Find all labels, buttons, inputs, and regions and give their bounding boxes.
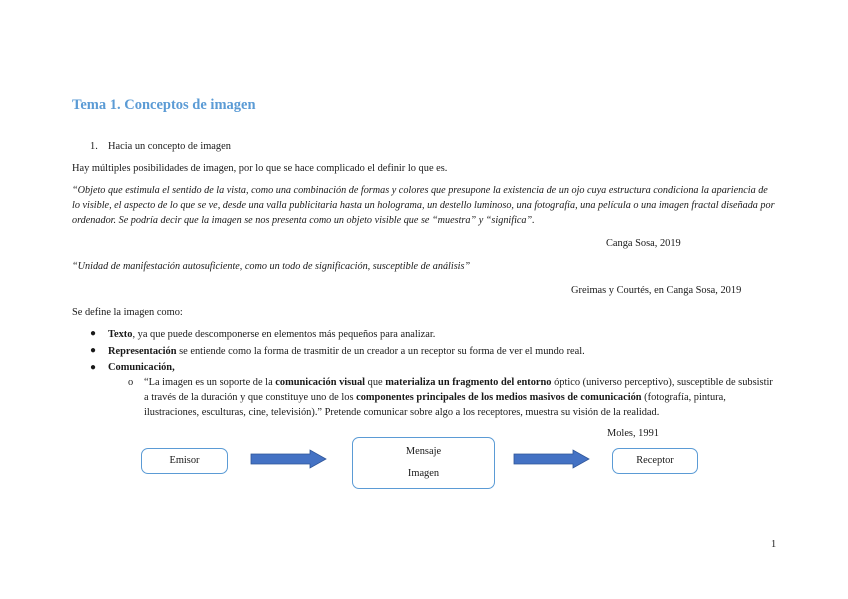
mensaje-label: Mensaje	[405, 446, 442, 457]
list-item: Comunicación,	[108, 362, 175, 373]
list-item: Texto, ya que puede descomponerse en elementos más pequeños para analizar.	[108, 329, 436, 340]
sub-bullet-text: “La imagen es un soporte de la comunicación visual que materializa un fragmento del entorno óptico (universo perceptivo), susceptible de subsistir a través de la duración y que constituye uno de los componentes principales de los medios masivos de comunicación (fotografía, pintura, ilustraciones, esculturas, cine, televisión).” Pretende comunicar sobre algo a los receptores, muestra su visión de la realidad.	[144, 377, 773, 418]
arrow-right-icon	[250, 449, 328, 469]
list-item: Representación se entiende como la forma de trasmitir de un creador a un receptor su forma de ver el mundo real.	[108, 346, 585, 357]
page-number: 1	[771, 539, 777, 550]
quote-1-source: Canga Sosa, 2019	[606, 238, 681, 249]
quote-2: “Unidad de manifestación autosuficiente, como un todo de significación, susceptible de análisis”	[72, 261, 471, 272]
section-number: 1.	[90, 141, 98, 152]
quote-2-source: Greimas y Courtés, en Canga Sosa, 2019	[571, 285, 742, 296]
define-intro: Se define la imagen como:	[72, 307, 183, 318]
sub-bullet-marker: o	[128, 377, 134, 388]
imagen-label: Imagen	[407, 468, 440, 479]
bullet-icon: ●	[90, 345, 97, 356]
arrow-right-icon	[513, 449, 591, 469]
intro-paragraph: Hay múltiples posibilidades de imagen, por lo que se hace complicado el definir lo que es.	[72, 163, 448, 174]
quote-1: “Objeto que estimula el sentido de la vista, como una combinación de formas y colores que presupone la existencia de un ojo cuya estructura condiciona la apariencia de lo visible, el aspecto de lo que se ve, desde una valla publicitaria hasta un holograma, un destello luminoso, una fotografía, una película o una imagen fractal diseñada por ordenador. Se podría decir que la imagen se nos presenta como un objeto visible que se “muestra” y “significa”.	[72, 185, 775, 227]
receptor-box: Receptor	[612, 448, 698, 474]
section-heading: Hacia un concepto de imagen	[108, 141, 231, 152]
sub-source: Moles, 1991	[607, 428, 659, 439]
emisor-box: Emisor	[141, 448, 228, 474]
page-title: Tema 1. Conceptos de imagen	[72, 97, 256, 113]
bullet-icon: ●	[90, 328, 97, 339]
bullet-icon: ●	[90, 362, 97, 373]
mensaje-box	[352, 437, 495, 489]
